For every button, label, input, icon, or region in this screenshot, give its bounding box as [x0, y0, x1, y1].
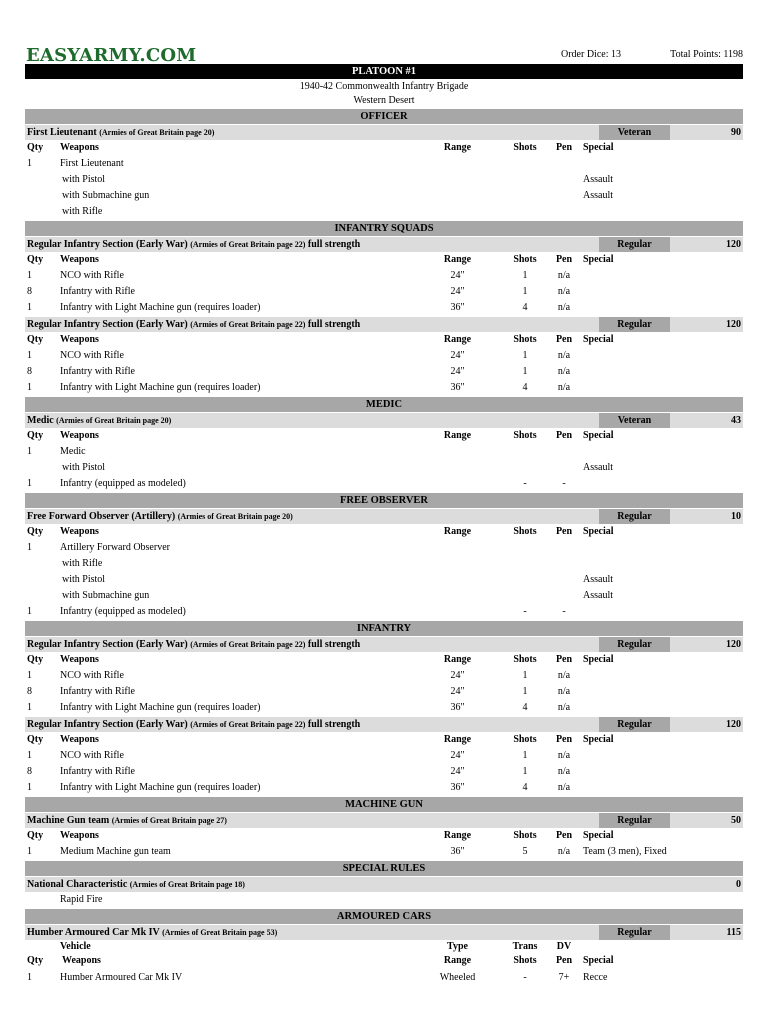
row-shots: 5 [522, 846, 528, 857]
row-pen: n/a [557, 702, 571, 713]
unit-header [25, 413, 743, 428]
column-header-pen: Pen [555, 654, 573, 665]
column-header-shots: Shots [513, 430, 537, 441]
row-qty: 1 [27, 350, 32, 361]
row-pen: n/a [557, 270, 571, 281]
column-header-shots: Shots [513, 830, 537, 841]
row-weapon: Medic [60, 446, 86, 457]
column-header-pen: Pen [555, 830, 573, 841]
column-header-special: Special [583, 526, 614, 537]
row-pen: n/a [557, 750, 571, 761]
column-header-type: Type [447, 941, 468, 952]
weapon-row [25, 188, 743, 204]
column-header-row [25, 140, 743, 156]
site-logo[interactable]: EASYARMY.COM [26, 45, 197, 66]
unit-cost: 0 [736, 879, 741, 890]
unit-book-reference: (Armies of Great Britain page 22) [190, 640, 306, 649]
army-name: 1940-42 Commonwealth Infantry Brigade [299, 81, 469, 92]
section-header: SPECIAL RULES [25, 861, 743, 876]
row-pen: 7+ [558, 972, 570, 983]
row-range: 36" [450, 382, 465, 393]
unit-header [25, 125, 743, 140]
row-pen: n/a [557, 686, 571, 697]
column-header-row [25, 652, 743, 668]
row-weapon: Infantry with Light Machine gun (requires loader) [60, 782, 261, 793]
weapon-row [25, 556, 743, 572]
column-header-pen: Pen [555, 334, 573, 345]
unit-quality: Regular [599, 509, 670, 524]
unit-book-reference: (Armies of Great Britain page 22) [190, 720, 306, 729]
unit-quality: Regular [599, 637, 670, 652]
weapon-row [25, 844, 743, 860]
unit-name [27, 813, 227, 828]
army-list-content [25, 109, 743, 986]
weapon-row [25, 700, 743, 716]
column-header-row [25, 524, 743, 540]
row-qty: 8 [27, 366, 32, 377]
row-range: 24" [450, 350, 465, 361]
theatre-name: Western Desert [353, 95, 415, 106]
column-header-range: Range [443, 526, 472, 537]
unit-quality: Regular [599, 317, 670, 332]
unit-cost: 10 [731, 511, 741, 522]
section-header: FREE OBSERVER [25, 493, 743, 508]
column-header-qty: Qty [27, 955, 44, 966]
unit-cost: 120 [726, 239, 741, 250]
row-range: Wheeled [439, 972, 476, 983]
column-header-pen: Pen [555, 254, 573, 265]
column-header-special: Special [583, 254, 614, 265]
row-qty: 1 [27, 478, 32, 489]
row-special: Assault [583, 574, 613, 585]
row-weapon: with Rifle [62, 558, 103, 569]
unit-name-text: Regular Infantry Section (Early War) [27, 319, 188, 330]
unit-cost: 120 [726, 719, 741, 730]
row-qty: 1 [27, 270, 32, 281]
unit-name-text: Free Forward Observer (Artillery) [27, 511, 176, 522]
column-header-special: Special [583, 334, 614, 345]
row-range: 36" [450, 846, 465, 857]
row-range: 24" [450, 286, 465, 297]
unit-name [27, 877, 245, 892]
column-header-special: Special [583, 734, 614, 745]
unit-name-text: National Characteristic [27, 879, 128, 890]
row-range: 24" [450, 686, 465, 697]
special-rule-text: Rapid Fire [60, 894, 103, 905]
unit-quality: Regular [599, 717, 670, 732]
column-header-weapons: Weapons [60, 526, 99, 537]
weapon-row [25, 156, 743, 172]
column-header-range: Range [443, 830, 472, 841]
row-shots: - [523, 478, 527, 489]
army-list-page [25, 44, 743, 986]
column-header-row [25, 954, 743, 967]
weapon-row [25, 476, 743, 492]
section-header: MEDIC [25, 397, 743, 412]
unit-name-text: Regular Infantry Section (Early War) [27, 239, 188, 250]
unit-quality: Veteran [599, 125, 670, 140]
weapon-row [25, 380, 743, 396]
row-weapon: with Pistol [62, 174, 106, 185]
row-weapon: Artillery Forward Observer [60, 542, 170, 553]
column-header-range: Range [443, 334, 472, 345]
weapon-row [25, 348, 743, 364]
row-range: 24" [450, 766, 465, 777]
column-header-row [25, 732, 743, 748]
unit-book-reference: (Armies of Great Britain page 20) [56, 416, 172, 425]
row-special: Assault [583, 462, 613, 473]
unit-header [25, 237, 743, 252]
unit-quality: Regular [599, 925, 670, 940]
row-weapon: Medium Machine gun team [60, 846, 171, 857]
column-header-weapons: Weapons [60, 654, 99, 665]
unit-name [27, 717, 360, 732]
section-header: MACHINE GUN [25, 797, 743, 812]
platoon-title: PLATOON #1 [25, 64, 743, 79]
weapon-row [25, 748, 743, 764]
unit-name-text: Humber Armoured Car Mk IV [27, 927, 160, 938]
unit-header [25, 509, 743, 524]
unit-strength: full strength [307, 319, 361, 330]
column-header-special: Special [583, 654, 614, 665]
column-header-pen: Pen [555, 955, 573, 966]
column-header-pen: Pen [555, 430, 573, 441]
row-shots: 1 [522, 766, 528, 777]
row-range: 24" [450, 750, 465, 761]
row-weapon: Infantry with Light Machine gun (requires loader) [60, 702, 261, 713]
row-weapon: with Pistol [62, 462, 106, 473]
row-shots: 1 [522, 350, 528, 361]
column-header-range: Range [443, 430, 472, 441]
weapon-row [25, 172, 743, 188]
row-pen: n/a [557, 670, 571, 681]
unit-book-reference: (Armies of Great Britain page 27) [111, 816, 227, 825]
row-pen: n/a [557, 350, 571, 361]
unit-name [27, 237, 360, 252]
row-pen: - [562, 478, 566, 489]
section-header: ARMOURED CARS [25, 909, 743, 924]
row-weapon: with Submachine gun [62, 190, 150, 201]
column-header-qty: Qty [27, 430, 44, 441]
row-shots: 4 [522, 302, 528, 313]
column-header-weapons: Weapons [60, 142, 99, 153]
row-qty: 1 [27, 670, 32, 681]
row-range: 24" [450, 670, 465, 681]
column-header-shots: Shots [513, 734, 537, 745]
row-weapon: Infantry with Rifle [60, 366, 135, 377]
weapon-row [25, 460, 743, 476]
row-shots: 1 [522, 670, 528, 681]
row-qty: 1 [27, 382, 32, 393]
row-weapon: Infantry with Light Machine gun (requires loader) [60, 382, 261, 393]
unit-name [27, 317, 360, 332]
unit-book-reference: (Armies of Great Britain page 22) [190, 240, 306, 249]
column-header-qty: Qty [27, 526, 44, 537]
column-header-weapons: Weapons [60, 430, 99, 441]
row-shots: 4 [522, 702, 528, 713]
unit-cost: 120 [726, 639, 741, 650]
column-header-shots: Shots [513, 955, 537, 966]
weapon-row [25, 268, 743, 284]
row-shots: - [523, 972, 527, 983]
unit-header [25, 925, 743, 940]
column-header-weapons: Weapons [60, 734, 99, 745]
unit-book-reference: (Armies of Great Britain page 20) [177, 512, 293, 521]
column-header-special: Special [583, 955, 614, 966]
unit-name-text: First Lieutenant [27, 127, 97, 138]
row-range: 36" [450, 782, 465, 793]
row-range: 24" [450, 270, 465, 281]
row-special: Assault [583, 174, 613, 185]
column-header-dv: DV [556, 941, 572, 952]
column-header-pen: Pen [555, 142, 573, 153]
unit-name [27, 125, 214, 140]
column-header-shots: Shots [513, 526, 537, 537]
row-weapon: NCO with Rifle [60, 350, 124, 361]
column-header-qty: Qty [27, 830, 44, 841]
unit-quality: Veteran [599, 413, 670, 428]
column-header-range: Range [443, 654, 472, 665]
column-header-shots: Shots [513, 254, 537, 265]
row-weapon: Infantry with Rifle [60, 286, 135, 297]
unit-cost: 43 [731, 415, 741, 426]
unit-strength: full strength [307, 639, 361, 650]
unit-name [27, 925, 277, 940]
column-header-row [25, 428, 743, 444]
weapon-row [25, 572, 743, 588]
weapon-row [25, 764, 743, 780]
section-header: INFANTRY SQUADS [25, 221, 743, 236]
column-header-special: Special [583, 830, 614, 841]
unit-name [27, 637, 360, 652]
column-header-shots: Shots [513, 334, 537, 345]
unit-name [27, 509, 293, 524]
row-qty: 1 [27, 702, 32, 713]
column-header-qty: Qty [27, 334, 44, 345]
weapon-row [25, 364, 743, 380]
row-qty: 1 [27, 782, 32, 793]
column-header-range: Range [443, 734, 472, 745]
column-header-special: Special [583, 430, 614, 441]
unit-book-reference: (Armies of Great Britain page 53) [162, 928, 278, 937]
row-shots: 1 [522, 750, 528, 761]
unit-name-text: Machine Gun team [27, 815, 110, 826]
column-header-row [25, 252, 743, 268]
weapon-row [25, 970, 743, 986]
unit-cost: 50 [731, 815, 741, 826]
weapon-row [25, 604, 743, 620]
row-pen: n/a [557, 846, 571, 857]
row-weapon: NCO with Rifle [60, 750, 124, 761]
row-shots: 1 [522, 286, 528, 297]
unit-header [25, 717, 743, 732]
column-header-vehicle: Vehicle [60, 941, 91, 952]
column-header-shots: Shots [513, 654, 537, 665]
column-header-weapons: Weapons [62, 955, 101, 966]
weapon-row [25, 284, 743, 300]
column-header-row [25, 828, 743, 844]
row-weapon: with Submachine gun [62, 590, 150, 601]
unit-header [25, 877, 743, 892]
column-header-qty: Qty [27, 734, 44, 745]
section-header: INFANTRY [25, 621, 743, 636]
row-weapon: Infantry (equipped as modeled) [60, 478, 186, 489]
unit-quality: Regular [599, 237, 670, 252]
row-weapon: with Rifle [62, 206, 103, 217]
column-header-shots: Shots [513, 142, 537, 153]
weapon-row [25, 780, 743, 796]
row-qty: 1 [27, 302, 32, 313]
unit-strength: full strength [307, 719, 361, 730]
unit-header [25, 317, 743, 332]
unit-book-reference: (Armies of Great Britain page 20) [99, 128, 215, 137]
total-points: Total Points: 1198 [670, 49, 743, 60]
row-special: Assault [583, 590, 613, 601]
row-weapon: NCO with Rifle [60, 270, 124, 281]
column-header-qty: Qty [27, 654, 44, 665]
row-qty: 1 [27, 606, 32, 617]
row-weapon: Infantry with Light Machine gun (requires loader) [60, 302, 261, 313]
column-header-range: Range [443, 955, 472, 966]
row-shots: 4 [522, 382, 528, 393]
column-header-qty: Qty [27, 142, 44, 153]
row-shots: 4 [522, 782, 528, 793]
unit-quality: Regular [599, 813, 670, 828]
row-pen: n/a [557, 766, 571, 777]
unit-cost: 115 [726, 927, 741, 938]
row-weapon: with Pistol [62, 574, 106, 585]
unit-cost: 120 [726, 319, 741, 330]
row-shots: 1 [522, 686, 528, 697]
row-qty: 8 [27, 286, 32, 297]
row-pen: - [562, 606, 566, 617]
unit-header [25, 637, 743, 652]
column-header-pen: Pen [555, 734, 573, 745]
unit-name [27, 413, 171, 428]
row-weapon: NCO with Rifle [60, 670, 124, 681]
row-weapon: First Lieutenant [60, 158, 124, 169]
row-qty: 8 [27, 686, 32, 697]
column-header-special: Special [583, 142, 614, 153]
weapon-row [25, 684, 743, 700]
order-dice: Order Dice: 13 [561, 49, 621, 60]
unit-name-text: Regular Infantry Section (Early War) [27, 719, 188, 730]
row-weapon: Infantry (equipped as modeled) [60, 606, 186, 617]
column-header-row [25, 332, 743, 348]
column-header-range: Range [443, 142, 472, 153]
row-qty: 1 [27, 972, 32, 983]
vehicle-header-row [25, 940, 743, 953]
column-header-qty: Qty [27, 254, 44, 265]
row-shots: 1 [522, 366, 528, 377]
weapon-row [25, 300, 743, 316]
column-header-pen: Pen [555, 526, 573, 537]
weapon-row [25, 204, 743, 220]
row-special: Team (3 men), Fixed [583, 846, 667, 857]
top-bar [25, 44, 743, 64]
unit-header [25, 813, 743, 828]
row-qty: 1 [27, 846, 32, 857]
row-pen: n/a [557, 366, 571, 377]
row-qty: 1 [27, 542, 32, 553]
unit-name-text: Medic [27, 415, 54, 426]
row-pen: n/a [557, 286, 571, 297]
weapon-row [25, 588, 743, 604]
column-header-trans: Trans [512, 941, 538, 952]
row-weapon: Humber Armoured Car Mk IV [60, 972, 183, 983]
column-header-weapons: Weapons [60, 830, 99, 841]
row-special: Recce [583, 972, 608, 983]
unit-strength: full strength [307, 239, 361, 250]
row-range: 36" [450, 702, 465, 713]
weapon-row [25, 540, 743, 556]
row-qty: 8 [27, 766, 32, 777]
unit-book-reference: (Armies of Great Britain page 18) [129, 880, 245, 889]
row-qty: 1 [27, 750, 32, 761]
row-qty: 1 [27, 446, 32, 457]
special-rule-item [25, 892, 743, 908]
row-shots: 1 [522, 270, 528, 281]
row-shots: - [523, 606, 527, 617]
column-header-weapons: Weapons [60, 334, 99, 345]
row-pen: n/a [557, 782, 571, 793]
row-pen: n/a [557, 302, 571, 313]
row-qty: 1 [27, 158, 32, 169]
unit-name-text: Regular Infantry Section (Early War) [27, 639, 188, 650]
row-pen: n/a [557, 382, 571, 393]
weapon-row [25, 444, 743, 460]
row-weapon: Infantry with Rifle [60, 686, 135, 697]
section-header: OFFICER [25, 109, 743, 124]
row-special: Assault [583, 190, 613, 201]
weapon-row [25, 668, 743, 684]
column-header-weapons: Weapons [60, 254, 99, 265]
column-header-range: Range [443, 254, 472, 265]
row-range: 36" [450, 302, 465, 313]
row-range: 24" [450, 366, 465, 377]
unit-cost: 90 [731, 127, 741, 138]
row-weapon: Infantry with Rifle [60, 766, 135, 777]
unit-book-reference: (Armies of Great Britain page 22) [190, 320, 306, 329]
